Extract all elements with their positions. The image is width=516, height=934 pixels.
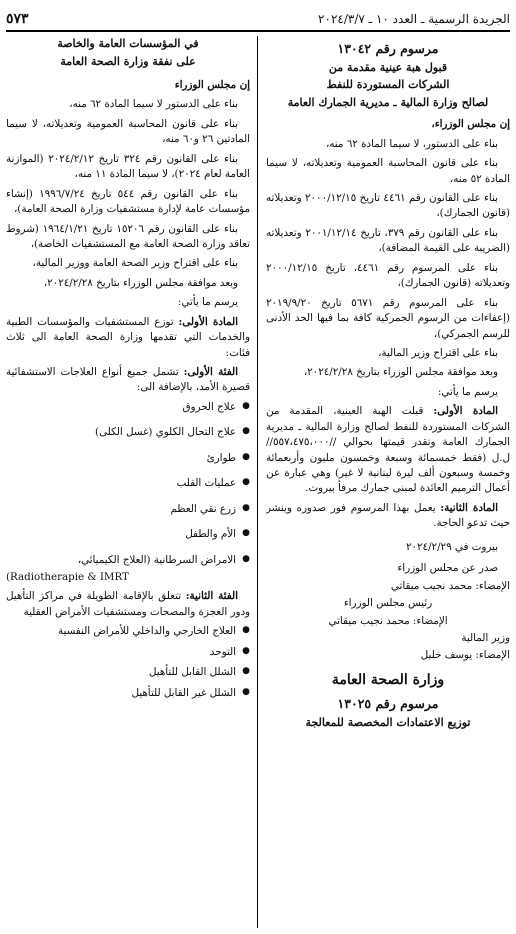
page-number: ٥٧٣ xyxy=(6,11,29,27)
decrees-heading: يرسم ما يأتي: xyxy=(437,385,498,398)
preamble-2: بناء على قانون المحاسبة العمومية وتعديلاته، لا سيما المادة ٥٢ منه، xyxy=(266,157,510,185)
left-article-1-label: المادة الأولى: xyxy=(178,315,238,328)
left-preamble-3: بناء على القانون رقم ٣٢٤ تاريخ ٢٠٢٤/٢/١٢ (الموازنة العامة لعام ٢٠٢٤)، لا سيما المادة ١١ منه، xyxy=(6,152,250,181)
article-2 xyxy=(266,501,510,532)
decree-subject-1: قبول هبة عينية مقدمة من xyxy=(328,60,448,74)
category-1-text: تشمل جميع أنواع العلاجات الاستشفائية قصيرة الأمد، بالإضافة الى: xyxy=(6,366,250,394)
left-column xyxy=(6,36,250,930)
left-preamble-2: بناء على قانون المحاسبة العمومية وتعديلاته، لا سيما المادتين ٢٦ و٦٠ منه، xyxy=(6,117,250,146)
preamble-6: بناء على المرسوم رقم ٥٦٧١ تاريخ ٢٠١٩/٩/٢٠ (إعفاءات من الرسوم الجمركية كافة بما فيها الحد الأدنى للرسم الجمركي)، xyxy=(266,296,510,340)
signature-1: الإمضاء: محمد نجيب ميقاتي xyxy=(390,579,510,592)
issuer: إن مجلس الوزراء، xyxy=(431,118,510,131)
article-2-text: يعمل بهذا المرسوم فور صدوره وينشر حيث تدعو الحاجة. xyxy=(266,501,510,530)
left-title-2: على نفقة وزارة الصحة العامة xyxy=(60,54,196,68)
pm-title: رئيس مجلس الوزراء xyxy=(343,597,433,610)
signature-2: الإمضاء: محمد نجيب ميقاتي xyxy=(328,614,448,627)
left-decrees: يرسم ما يأتي: xyxy=(177,296,238,309)
issued-by: صدر عن مجلس الوزراء xyxy=(397,562,498,575)
article-1-text: قبلت الهبة العينية، المقدمة من الشركات المستوردة للنفط لصالح وزارة المالية ـ مديرية الجمارك العامة وتقدر قيمتها بحوالي //٥٥٧،٤٧٥،٠٠٠// ل.ل (فقط خمسمائة وسبعة وخمسون مليون وأربعمائة وخمسة وسبعون ألف ليرة لبنانية لا غير) وهي عبارة عن أعمال الترميم العائدة لمبنى جمارك مرفأ بيروت. xyxy=(266,405,510,495)
left-preamble-7: وبعد موافقة مجلس الوزراء بتاريخ ٢٠٢٤/٢/٢٨، xyxy=(43,276,238,289)
preamble-3: بناء على القانون رقم ٤٤٦١ تاريخ ٢٠٠٠/١٢/١٥ وتعديلاته (قانون الجمارك)، xyxy=(266,192,510,220)
list-item: ● العلاج الخارجي والداخلي للأمراض النفسية xyxy=(6,624,250,639)
list-item: ● الشلل غير القابل للتأهيل xyxy=(6,686,250,701)
list-item: ● الأم والطفل xyxy=(6,527,250,542)
left-issuer: إن مجلس الوزراء xyxy=(174,79,250,91)
category-2 xyxy=(6,589,250,620)
decree-subject-3: لصالح وزارة المالية ـ مديرية الجمارك العامة xyxy=(287,95,489,109)
page-header xyxy=(6,8,510,32)
left-preamble-5: بناء على القانون رقم ١٥٢٠٦ تاريخ ١٩٦٤/١/٢١ (شروط تعاقد وزارة الصحة العامة مع المستشفيات الخاصة)، xyxy=(6,222,250,250)
finance-minister-title: وزير المالية xyxy=(461,631,510,644)
left-article-1 xyxy=(6,315,250,361)
cat1-latin-text: (Radiotherapie & IMRT xyxy=(6,570,129,583)
column-divider xyxy=(257,36,258,928)
article-1-label: المادة الأولى: xyxy=(433,405,498,418)
left-preamble-6: بناء على اقتراح وزير الصحة العامة ووزير المالية، xyxy=(32,257,238,270)
list-item: ● الامراض السرطانية (العلاج الكيميائي، xyxy=(6,553,250,568)
category-1 xyxy=(6,365,250,396)
left-article-1-text: توزع المستشفيات والمؤسسات الطبية والخدمات التي تقدمها وزارة الصحة العامة الى ثلاث فئات: xyxy=(6,315,250,359)
decree-2-subject: توزيع الاعتمادات المخصصة للمعالجة xyxy=(305,715,471,729)
cat1-latin xyxy=(6,570,250,585)
category-1-label: الفئة الأولى: xyxy=(183,366,238,378)
decree-number: مرسوم رقم ١٣٠٤٢ xyxy=(337,41,439,56)
category-2-label: الفئة الثانية: xyxy=(185,590,238,603)
list-item: ● علاج التحال الكلوي (غسل الكلى) xyxy=(6,425,250,440)
left-preamble-1: بناء على الدستور لا سيما المادة ٦٢ منه، xyxy=(69,98,238,111)
right-column xyxy=(266,36,510,930)
gazette-header: الجريدة الرسمية ـ العدد ١٠ ـ ٢٠٢٤/٣/٧ xyxy=(318,12,510,26)
article-2-label: المادة الثانية: xyxy=(440,501,498,514)
list-item: ● طوارئ xyxy=(6,451,250,466)
left-preamble-4: بناء على القانون رقم ٥٤٤ تاريخ ١٩٩٦/٧/٢٤ (إنشاء مؤسسات عامة لإدارة مستشفيات وزارة الصحة العامة)، xyxy=(6,187,250,216)
list-item: ● علاج الحروق xyxy=(6,400,250,415)
list-item: ● الشلل القابل للتأهيل xyxy=(6,665,250,680)
decree-subject-2: الشركات المستوردة للنفط xyxy=(326,78,450,92)
list-item: ● عمليات القلب xyxy=(6,476,250,491)
list-item: ● زرع نقي العظم xyxy=(6,502,250,517)
category-2-list xyxy=(6,624,250,701)
issue-place-date: بيروت في ٢٠٢٤/٢/٢٩ xyxy=(405,540,498,553)
preamble-7: بناء على اقتراح وزير المالية، xyxy=(378,346,498,359)
preamble-8: وبعد موافقة مجلس الوزراء بتاريخ ٢٠٢٤/٢/٢٨، xyxy=(303,366,498,379)
list-item: ● التوحد xyxy=(6,645,250,660)
preamble-1: بناء على الدستور، لا سيما المادة ٦٢ منه، xyxy=(325,137,498,150)
category-2-text: تتعلق بالإقامة الطويلة في مراكز التأهيل ودور العجزة والمصحات ومستشفيات الأمراض العقلية xyxy=(6,590,250,618)
ministry-title: وزارة الصحة العامة xyxy=(331,671,445,688)
signature-3: الإمضاء: يوسف خليل xyxy=(420,649,510,662)
decree-number-2: مرسوم رقم ١٣٠٢٥ xyxy=(337,695,439,711)
preamble-5: بناء على المرسوم رقم ٤٤٦١، تاريخ ٢٠٠٠/١٢/١٥ وتعديلاته (قانون الجمارك)، xyxy=(266,261,510,290)
category-1-list xyxy=(6,400,250,568)
left-title-1: في المؤسسات العامة والخاصة xyxy=(57,37,199,50)
preamble-4: بناء على القانون رقم ٣٧٩، تاريخ ٢٠٠١/١٢/١٤ وتعديلاته (الضريبة على القيمة المضافة)، xyxy=(266,226,510,255)
article-1 xyxy=(266,404,510,497)
